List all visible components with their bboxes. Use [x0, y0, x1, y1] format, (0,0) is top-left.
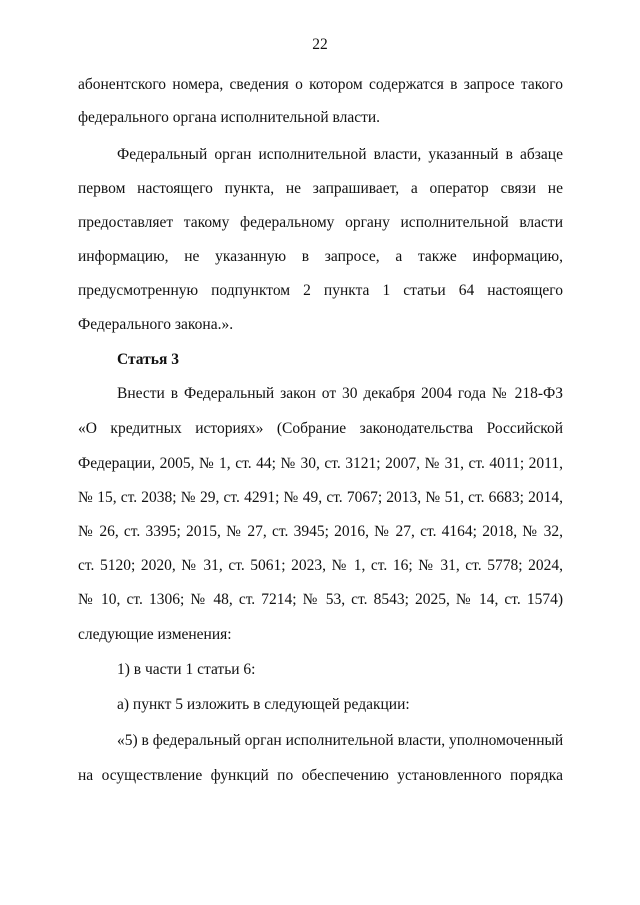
- text-line: № 15, ст. 2038; № 29, ст. 4291; № 49, ст. 7067; 2013, № 51, ст. 6683; 2014,: [78, 489, 563, 506]
- text-line: следующие изменения:: [78, 626, 232, 643]
- text-line: № 10, ст. 1306; № 48, ст. 7214; № 53, ст. 8543; 2025, № 14, ст. 1574): [78, 591, 563, 608]
- text-line: первом настоящего пункта, не запрашивает, а оператор связи не: [78, 180, 563, 197]
- text-line: № 26, ст. 3395; 2015, № 27, ст. 3945; 2016, № 27, ст. 4164; 2018, № 32,: [78, 523, 563, 540]
- text-line: Федеральный орган исполнительной власти, указанный в абзаце: [117, 146, 563, 163]
- text-line: Внести в Федеральный закон от 30 декабря 2004 года № 218-ФЗ: [117, 385, 563, 402]
- text-line: Федерального закона.».: [78, 316, 234, 333]
- text-line: «О кредитных историях» (Собрание законодательства Российской: [78, 420, 563, 437]
- text-line: предусмотренную подпунктом 2 пункта 1 статьи 64 настоящего: [78, 282, 563, 299]
- text-line: информацию, не указанную в запросе, а также информацию,: [78, 248, 563, 265]
- text-line: абонентского номера, сведения о котором содержатся в запросе такого: [78, 76, 563, 93]
- text-line: ст. 5120; 2020, № 31, ст. 5061; 2023, № 1, ст. 16; № 31, ст. 5778; 2024,: [78, 557, 563, 574]
- text-line: предоставляет такому федеральному органу исполнительной власти: [78, 214, 563, 231]
- text-line: на осуществление функций по обеспечению установленного порядка: [78, 767, 563, 784]
- page-number: 22: [312, 36, 328, 53]
- text-line: 1) в части 1 статьи 6:: [117, 661, 256, 678]
- text-line: Федерации, 2005, № 1, ст. 44; № 30, ст. 3121; 2007, № 31, ст. 4011; 2011,: [78, 455, 563, 472]
- article-heading: Статья 3: [117, 351, 179, 368]
- text-line: «5) в федеральный орган исполнительной власти, уполномоченный: [117, 732, 564, 749]
- text-line: федерального органа исполнительной власти.: [78, 109, 381, 126]
- text-line: а) пункт 5 изложить в следующей редакции:: [117, 696, 410, 713]
